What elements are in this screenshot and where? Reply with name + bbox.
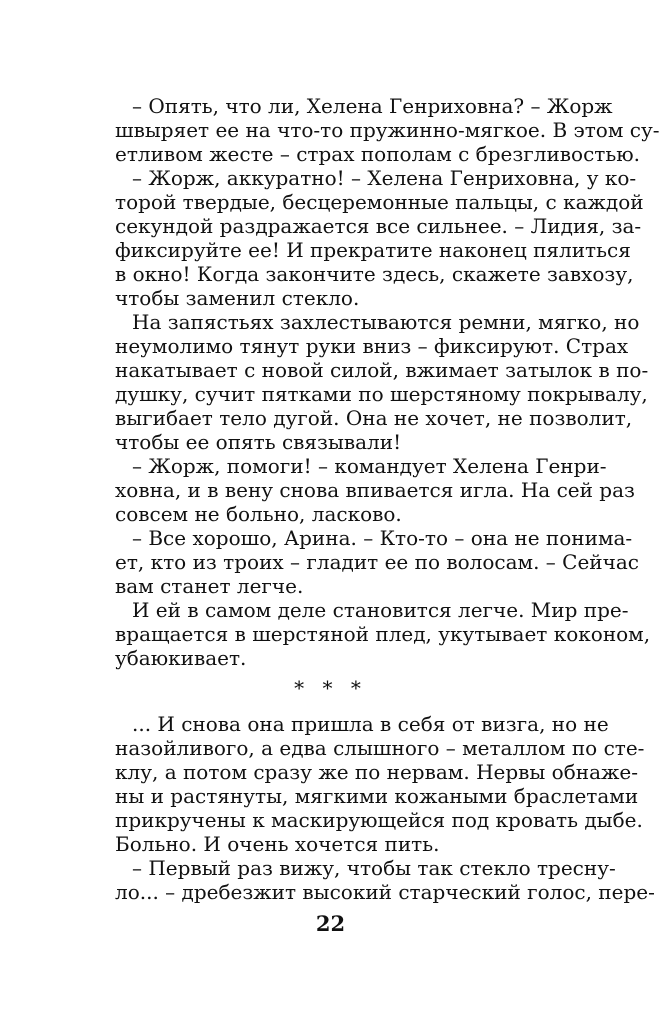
text-line: – Жорж, аккуратно! – Хелена Генриховна, у ко-	[132, 166, 637, 190]
text-line: убаюкивает.	[115, 646, 247, 670]
text-line: секундой раздражается все сильнее. – Лидия, за-	[115, 214, 642, 238]
text-line: выгибает тело дугой. Она не хочет, не позволит,	[115, 406, 633, 430]
text-line: ховна, и в вену снова впивается игла. На сей раз	[115, 478, 635, 502]
text-line: чтобы ее опять связывали!	[115, 430, 402, 454]
text-line: ло... – дребезжит высокий старческий голос, пере-	[115, 880, 655, 904]
text-line: клу, а потом сразу же по нервам. Нервы обнаже-	[115, 760, 639, 784]
text-line: неумолимо тянут руки вниз – фиксируют. Страх	[115, 334, 629, 358]
text-line: накатывает с новой силой, вжимает затылок в по-	[115, 358, 649, 382]
text-line: етливом жесте – страх пополам с брезгливостью.	[115, 142, 640, 166]
text-line: Больно. И очень хочется пить.	[115, 832, 440, 856]
text-line: – Все хорошо, Арина. – Кто-то – она не понима-	[132, 526, 633, 550]
text-line: чтобы заменил стекло.	[115, 286, 360, 310]
text-line: ны и растянуты, мягкими кожаными браслетами	[115, 784, 639, 808]
text-line: торой твердые, бесцеремонные пальцы, с каждой	[115, 190, 644, 214]
text-line: назойливого, а едва слышного – металлом по сте-	[115, 736, 645, 760]
text-line: вам станет легче.	[115, 574, 304, 598]
text-line: ет, кто из троих – гладит ее по волосам. – Сейчас	[115, 550, 639, 574]
text-line: совсем не больно, ласково.	[115, 502, 402, 526]
text-line: прикручены к маскирующейся под кровать дыбе.	[115, 808, 643, 832]
text-line: фиксируйте ее! И прекратите наконец пялиться	[115, 238, 631, 262]
text-line: швыряет ее на что-то пружинно-мягкое. В этом су-	[115, 118, 660, 142]
text-line: – Первый раз вижу, чтобы так стекло тресну-	[132, 856, 616, 880]
text-line: душку, сучит пятками по шерстяному покрывалу,	[115, 382, 648, 406]
page-number: 22	[315, 911, 346, 936]
text-line: ... И снова она пришла в себя от визга, но не	[132, 712, 609, 736]
text-line: – Жорж, помоги! – командует Хелена Генри-	[132, 454, 607, 478]
text-line: И ей в самом деле становится легче. Мир пре-	[132, 598, 629, 622]
section-separator: * * *	[294, 676, 367, 700]
text-line: На запястьях захлестываются ремни, мягко, но	[132, 310, 640, 334]
text-line: – Опять, что ли, Хелена Генриховна? – Жорж	[132, 94, 613, 118]
text-line: в окно! Когда закончите здесь, скажете завхозу,	[115, 262, 634, 286]
text-line: вращается в шерстяной плед, укутывает коконом,	[115, 622, 651, 646]
